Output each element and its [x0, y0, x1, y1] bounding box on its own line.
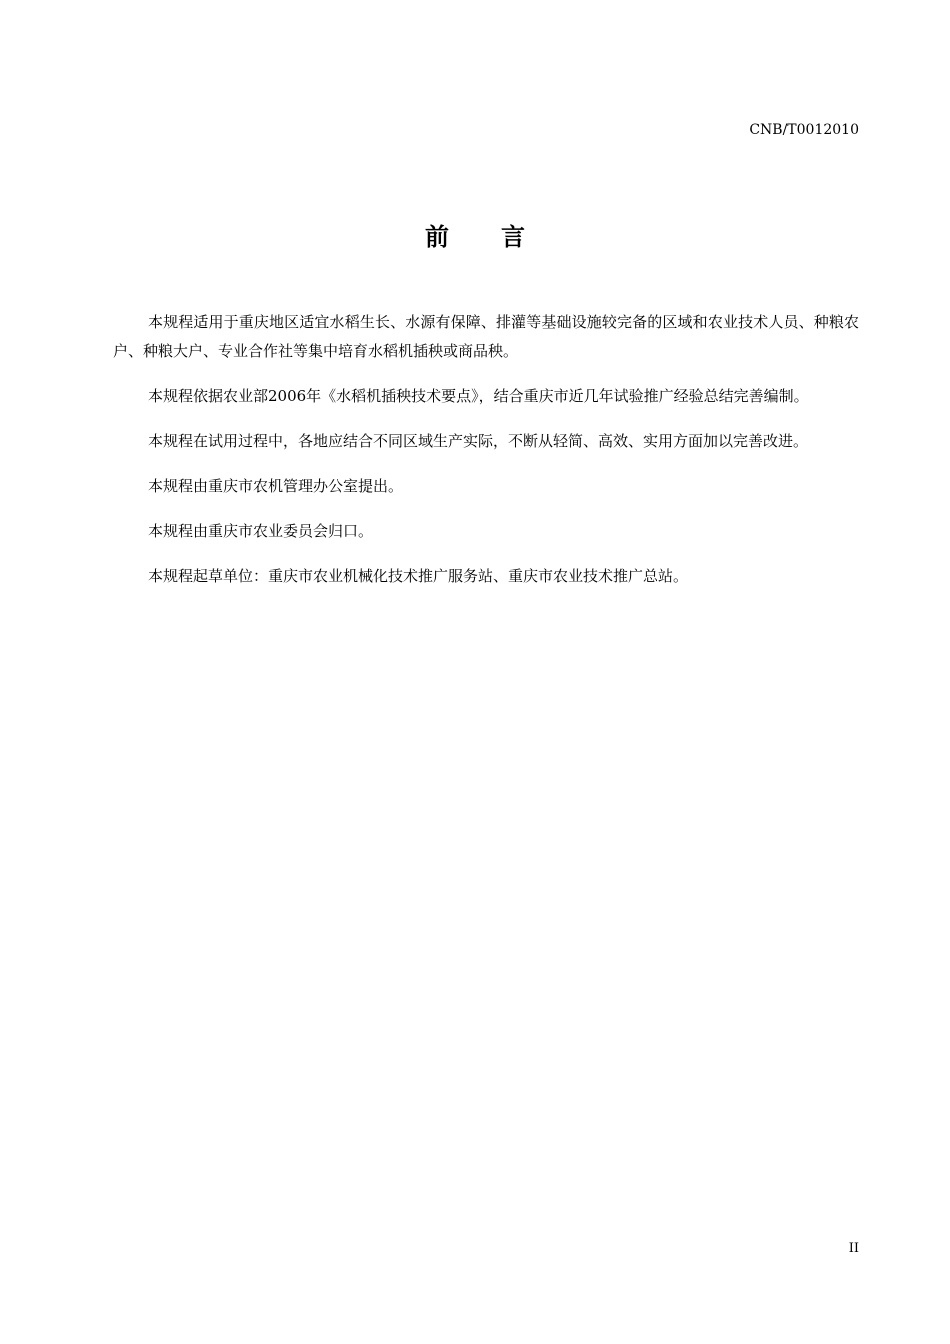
preface-body — [113, 308, 859, 607]
document-code: CNB/T0012010 — [749, 122, 859, 138]
paragraph-proposer: 本规程由重庆市农机管理办公室提出。 — [148, 477, 404, 495]
paragraph-scope: 本规程适用于重庆地区适宜水稻生长、水源有保障、排灌等基础设施较完备的区域和农业技术人员、种粮农户、种粮大户、专业合作社等集中培育水稻机插秧或商品秧。 — [113, 313, 859, 360]
page-title: 前言 — [425, 223, 577, 251]
paragraph-drafting-units: 本规程起草单位：重庆市农业机械化技术推广服务站、重庆市农业技术推广总站。 — [148, 567, 689, 585]
paragraph-governing: 本规程由重庆市农业委员会归口。 — [148, 522, 374, 540]
paragraph-trial: 本规程在试用过程中，各地应结合不同区域生产实际，不断从轻简、高效、实用方面加以完善改进。 — [148, 432, 809, 450]
paragraph-basis: 本规程依据农业部2006年《水稻机插秧技术要点》，结合重庆市近几年试验推广经验总结完善编制。 — [148, 387, 809, 405]
page-number: II — [848, 1241, 859, 1256]
